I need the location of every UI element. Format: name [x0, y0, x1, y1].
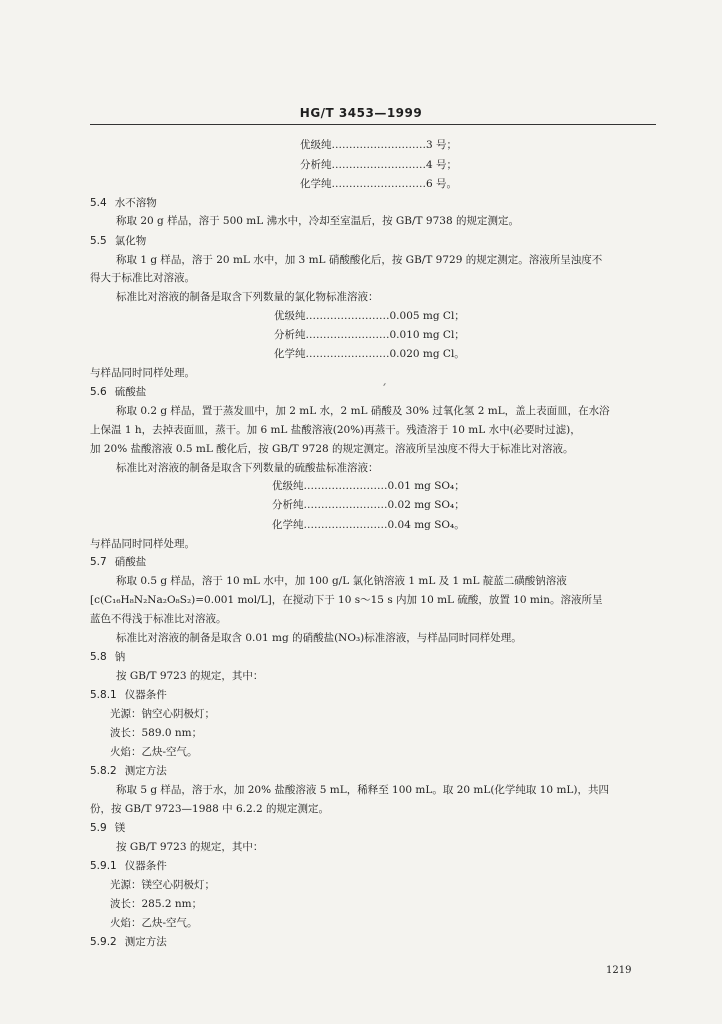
text-line: 优级纯……………………0.005 mg Cl；	[274, 310, 465, 322]
section-number: 5.7	[90, 556, 107, 568]
section-heading	[90, 764, 167, 778]
text-line: 标准比对溶液的制备是取含下列数量的氯化物标准溶液：	[116, 291, 379, 303]
section-number: 5.5	[90, 235, 107, 247]
text-line: 按 GB/T 9723 的规定，其中：	[116, 670, 264, 682]
section-title: 硫酸盐	[114, 386, 147, 398]
standard-code-header: HG/T 3453—1999	[299, 106, 423, 120]
section-title: 镁	[114, 822, 126, 834]
section-heading	[90, 935, 167, 949]
section-heading	[90, 234, 146, 248]
section-number: 5.8.2	[90, 765, 117, 777]
section-heading	[90, 688, 167, 702]
section-heading	[90, 385, 146, 399]
scan-mark	[383, 383, 386, 386]
text-line: 蓝色不得浅于标准比对溶液。	[90, 613, 227, 625]
text-line: 优级纯………………………3 号；	[300, 139, 458, 151]
text-line: 与样品同时同样处理。	[90, 367, 195, 379]
text-line: 加 20% 盐酸溶液 0.5 mL 酸化后，按 GB/T 9728 的规定测定。溶液所呈浊度不得大于标准比对溶液。	[90, 443, 574, 455]
page-number: 1219	[606, 965, 632, 976]
section-title: 钠	[114, 651, 126, 663]
section-heading	[90, 555, 146, 569]
text-line: 波长：285.2 nm；	[110, 898, 203, 910]
text-line: 分析纯……………………0.010 mg Cl；	[274, 329, 465, 341]
section-title: 仪器条件	[124, 860, 167, 872]
section-heading	[90, 196, 157, 210]
section-number: 5.9.2	[90, 936, 117, 948]
section-title: 硝酸盐	[114, 556, 147, 568]
section-number: 5.9.1	[90, 860, 117, 872]
section-number: 5.6	[90, 386, 107, 398]
text-line: 称取 20 g 样品，溶于 500 mL 沸水中，冷却至室温后，按 GB/T 9738 的规定测定。	[116, 215, 519, 227]
text-line: 称取 0.2 g 样品，置于蒸发皿中，加 2 mL 水，2 mL 硝酸及 30% 过氧化氢 2 mL，盖上表面皿，在水浴	[116, 405, 610, 417]
section-heading	[90, 859, 167, 873]
header-rule	[90, 124, 656, 125]
text-line: 化学纯……………………0.04 mg SO₄。	[272, 519, 465, 531]
text-line: 得大于标准比对溶液。	[90, 272, 195, 284]
section-title: 仪器条件	[124, 689, 167, 701]
section-number: 5.8.1	[90, 689, 117, 701]
text-line: 标准比对溶液的制备是取含 0.01 mg 的硝酸盐(NO₃)标准溶液，与样品同时同样处理。	[116, 632, 522, 644]
text-line: 份，按 GB/T 9723—1988 中 6.2.2 的规定测定。	[90, 803, 329, 815]
text-line: 标准比对溶液的制备是取含下列数量的硫酸盐标准溶液：	[116, 462, 379, 474]
section-title: 水不溶物	[114, 197, 157, 209]
text-line: 分析纯………………………4 号；	[300, 159, 458, 171]
section-title: 氯化物	[114, 235, 147, 247]
text-line: [c(C₁₆H₈N₂Na₂O₈S₂)=0.001 mol/L]，在搅动下于 10 s～15 s 内加 10 mL 硫酸，放置 10 min。溶液所呈	[90, 594, 603, 606]
text-line: 波长：589.0 nm；	[110, 727, 203, 739]
section-number: 5.4	[90, 197, 107, 209]
section-title: 测定方法	[124, 936, 167, 948]
text-line: 上保温 1 h，去掉表面皿，蒸干。加 6 mL 盐酸溶液(20%)再蒸干。残渣溶于 10 mL 水中(必要时过滤)，	[90, 424, 581, 436]
text-line: 称取 1 g 样品，溶于 20 mL 水中，加 3 mL 硝酸酸化后，按 GB/T 9729 的规定测定。溶液所呈浊度不	[116, 254, 603, 266]
text-line: 按 GB/T 9723 的规定，其中：	[116, 841, 264, 853]
text-line: 化学纯………………………6 号。	[300, 178, 458, 190]
section-heading	[90, 650, 125, 664]
text-line: 称取 0.5 g 样品，溶于 10 mL 水中，加 100 g/L 氯化钠溶液 1 mL 及 1 mL 靛蓝二磺酸钠溶液	[116, 575, 567, 587]
text-line: 称取 5 g 样品，溶于水，加 20% 盐酸溶液 5 mL，稀释至 100 mL。取 20 mL(化学纯取 10 mL)，共四	[116, 784, 609, 796]
text-line: 火焰：乙炔-空气。	[110, 917, 198, 929]
section-heading	[90, 821, 125, 835]
section-title: 测定方法	[124, 765, 167, 777]
text-line: 优级纯……………………0.01 mg SO₄；	[272, 480, 465, 492]
section-number: 5.8	[90, 651, 107, 663]
text-line: 光源：镁空心阴极灯；	[110, 879, 215, 891]
text-line: 火焰：乙炔-空气。	[110, 746, 198, 758]
text-line: 分析纯……………………0.02 mg SO₄；	[272, 499, 465, 511]
section-number: 5.9	[90, 822, 107, 834]
text-line: 与样品同时同样处理。	[90, 538, 195, 550]
text-line: 化学纯……………………0.020 mg Cl。	[274, 348, 465, 360]
text-line: 光源：钠空心阴极灯；	[110, 708, 215, 720]
